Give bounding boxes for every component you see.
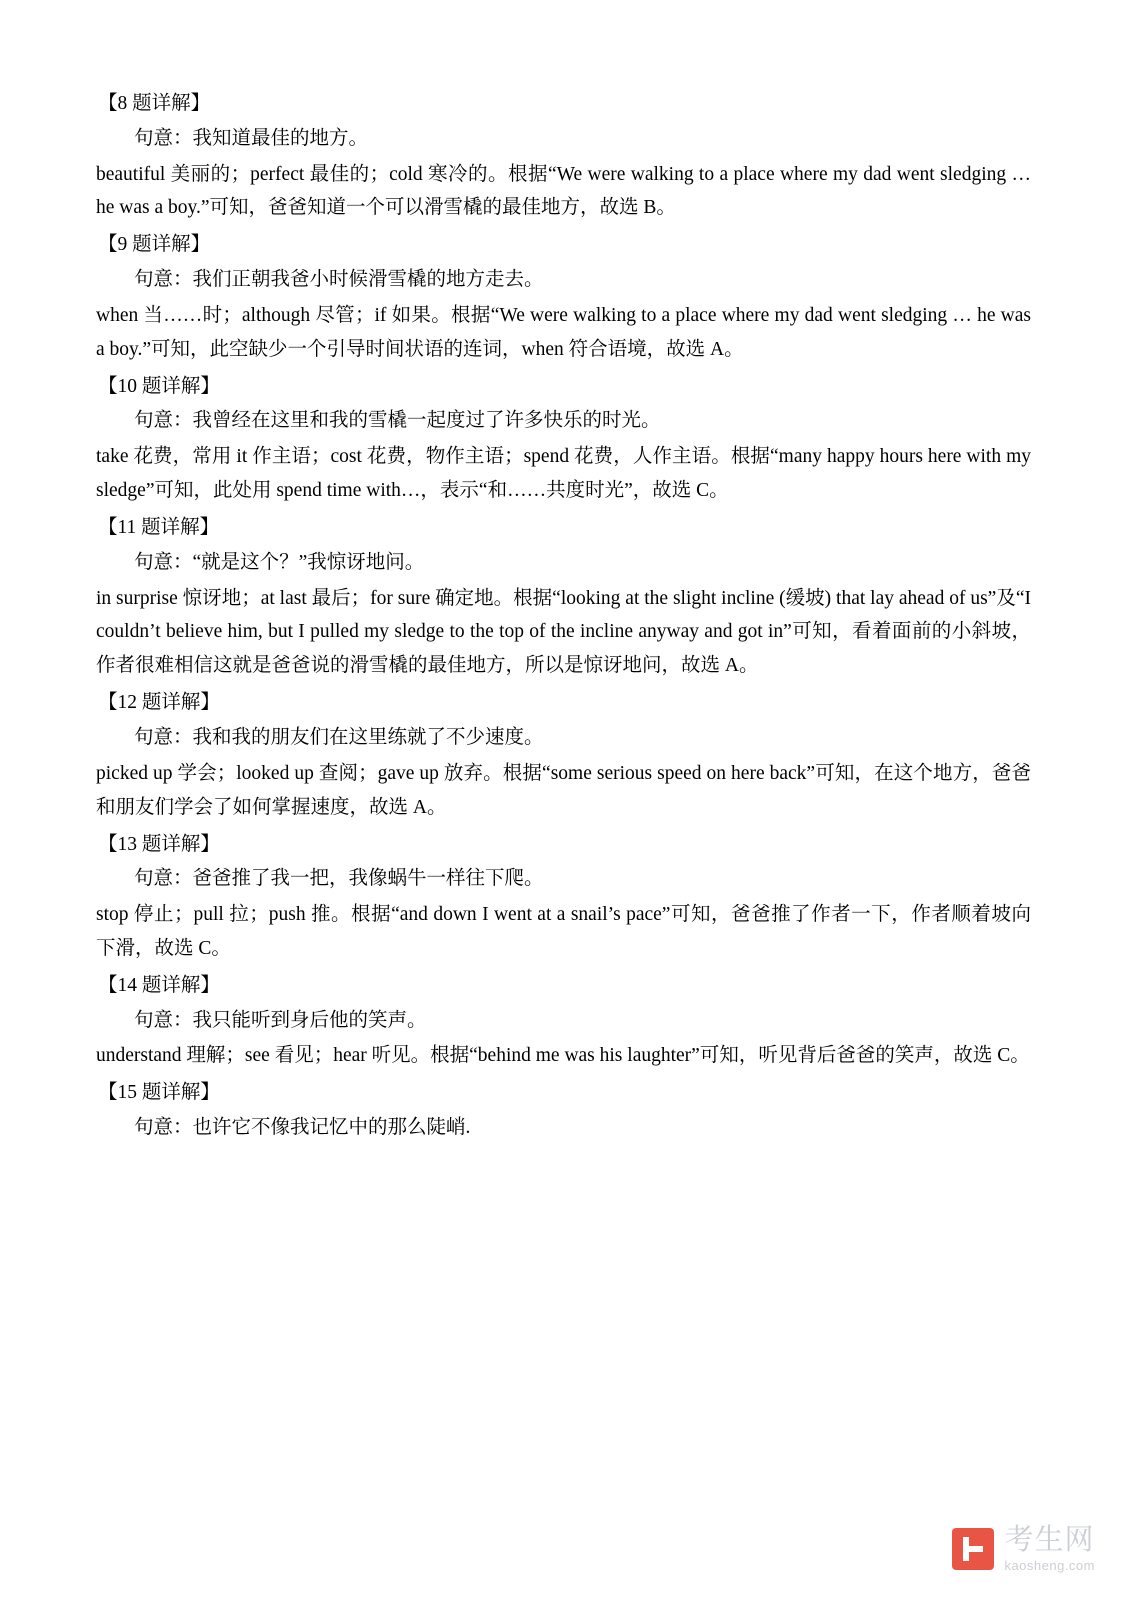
section-paragraph: beautiful 美丽的；perfect 最佳的；cold 寒冷的。根据“We were walking to a place where my dad went sledging … he was a boy.”可知，爸爸知道一个可以滑雪橇的最佳地方，故选 B。 — [96, 163, 1031, 219]
answer-section-10 — [96, 371, 1031, 508]
section-heading: 【10 题详解】 — [98, 375, 220, 397]
watermark-logo-icon — [952, 1528, 994, 1570]
section-paragraph: 句意：“就是这个？”我惊讶地问。 — [134, 551, 425, 573]
section-paragraph: when 当……时；although 尽管；if 如果。根据“We were walking to a place where my dad went sledging … he was a boy.”可知，此空缺少一个引导时间状语的连词，when 符合语境，故选 A。 — [96, 304, 1031, 360]
section-paragraph: 句意：我和我的朋友们在这里练就了不少速度。 — [134, 726, 544, 748]
watermark-url: kaosheng.com — [1004, 1558, 1095, 1573]
answer-section-9 — [96, 229, 1031, 366]
watermark — [952, 1526, 1095, 1572]
section-heading: 【15 题详解】 — [98, 1082, 220, 1104]
answer-section-13 — [96, 829, 1031, 966]
section-paragraph: picked up 学会；looked up 查阅；gave up 放弃。根据“some serious speed on here back”可知，在这个地方，爸爸和朋友们学会了如何掌握速度，故选 A。 — [96, 762, 1031, 818]
section-heading: 【13 题详解】 — [98, 833, 220, 855]
answer-section-15 — [96, 1077, 1031, 1145]
section-paragraph: 句意：我们正朝我爸小时候滑雪橇的地方走去。 — [134, 268, 544, 290]
section-heading: 【12 题详解】 — [98, 692, 220, 714]
section-heading: 【14 题详解】 — [98, 974, 220, 996]
watermark-name: 考生网 — [1004, 1524, 1095, 1556]
section-paragraph: understand 理解；see 看见；hear 听见。根据“behind me was his laughter”可知，听见背后爸爸的笑声，故选 C。 — [96, 1045, 1030, 1067]
section-paragraph: in surprise 惊讶地；at last 最后；for sure 确定地。根据“looking at the slight incline (缓坡) that lay ahead of us”及“I couldn’t believe him, but I pulled my sledge to the top of the incline anyway and got in”可知，看着面前的小斜坡，作者很难相信这就是爸爸说的滑雪橇的最佳地方，所以是惊讶地问，故选 A。 — [96, 587, 1031, 677]
section-paragraph: 句意：我只能听到身后他的笑声。 — [134, 1009, 427, 1031]
section-paragraph: 句意：我曾经在这里和我的雪橇一起度过了许多快乐的时光。 — [134, 410, 661, 432]
section-heading: 【9 题详解】 — [98, 234, 211, 256]
answer-section-14 — [96, 970, 1031, 1073]
section-paragraph: 句意：也许它不像我记忆中的那么陡峭. — [134, 1116, 471, 1138]
section-paragraph: 句意：爸爸推了我一把，我像蜗牛一样往下爬。 — [134, 868, 544, 890]
answer-section-8 — [96, 88, 1031, 225]
watermark-text — [1004, 1526, 1095, 1572]
answer-section-12 — [96, 687, 1031, 824]
section-heading: 【8 题详解】 — [98, 93, 211, 114]
answer-section-11 — [96, 512, 1031, 683]
section-heading: 【11 题详解】 — [98, 517, 220, 539]
section-paragraph: take 花费，常用 it 作主语；cost 花费，物作主语；spend 花费，人作主语。根据“many happy hours here with my sledge”可知，此处用 spend time with…，表示“和……共度时光”，故选 C。 — [96, 446, 1031, 502]
section-paragraph: stop 停止；pull 拉；push 推。根据“and down I went at a snail’s pace”可知，爸爸推了作者一下，作者顺着坡向下滑，故选 C。 — [96, 904, 1031, 960]
section-paragraph: 句意：我知道最佳的地方。 — [134, 127, 369, 149]
